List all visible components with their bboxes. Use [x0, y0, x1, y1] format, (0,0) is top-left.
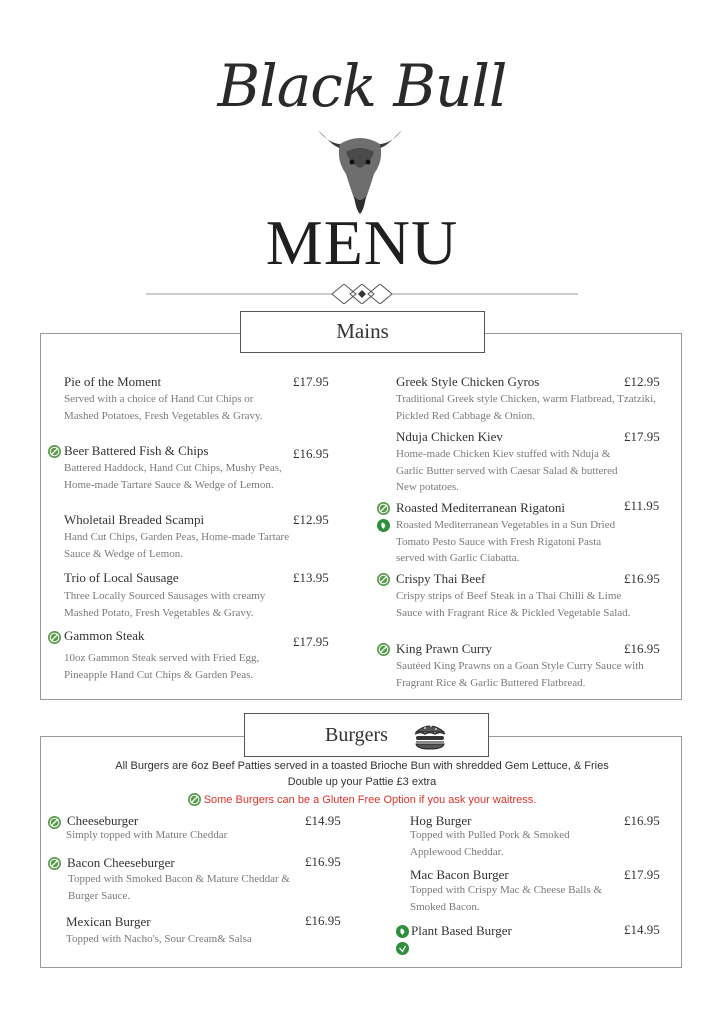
vegan-leaf-icon: [377, 519, 390, 532]
gluten-free-option-note: [40, 793, 684, 806]
item-desc: Topped with Smoked Bacon & Mature Cheddar & Burger Sauce.: [68, 873, 290, 902]
item-price: £16.95: [293, 446, 329, 461]
item-desc: Simply topped with Mature Cheddar: [66, 829, 228, 841]
burger-icon: [413, 720, 447, 750]
item-name: Hog Burger: [410, 813, 472, 828]
item-name: Crispy Thai Beef: [396, 571, 486, 586]
brand-logo-text: Black Bull: [217, 52, 507, 120]
item-desc: Battered Haddock, Hand Cut Chips, Mushy Peas, Home-made Tartare Sauce & Wedge of Lemon.: [64, 462, 282, 491]
burgers-double-up-note: Double up your Pattie £3 extra: [287, 776, 437, 788]
item-desc: Hand Cut Chips, Garden Peas, Home-made Tartare Sauce & Wedge of Lemon.: [64, 531, 290, 560]
ornament-divider: [146, 284, 578, 304]
item-price: £17.95: [293, 374, 329, 389]
vegan-badge-icon: [396, 942, 409, 955]
item-name: Cheeseburger: [67, 813, 139, 828]
item-name: Gammon Steak: [64, 628, 145, 643]
burgers-info-note: All Burgers are 6oz Beef Patties served in a toasted Brioche Bun with shredded Gem Lettuce, & Fries: [115, 760, 609, 772]
gluten-free-icon: [377, 502, 390, 515]
item-desc: Topped with Crispy Mac & Cheese Balls & Smoked Bacon.: [410, 884, 603, 913]
item-name: Roasted Mediterranean Rigatoni: [396, 500, 565, 515]
mains-heading: Mains: [240, 311, 485, 353]
item-desc: Three Locally Sourced Sausages with creamy Mashed Potato, Fresh Vegetables & Gravy.: [64, 590, 266, 619]
item-price: £16.95: [624, 641, 660, 656]
item-price: £14.95: [305, 813, 341, 828]
item-desc: Roasted Mediterranean Vegetables in a Sun Dried Tomato Pesto Sauce with Fresh Rigatoni Pasta served with Garlic Ciabatta.: [396, 519, 616, 564]
gluten-free-option-text: Some Burgers can be a Gluten Free Option if you ask your waitress.: [203, 794, 537, 806]
item-price: £16.95: [624, 571, 660, 586]
item-price: £13.95: [293, 570, 329, 585]
item-price: £12.95: [293, 512, 329, 527]
item-desc: Topped with Pulled Pork & Smoked Applewood Cheddar.: [410, 829, 570, 858]
item-desc: 10oz Gammon Steak served with Fried Egg, Pineapple Hand Cut Chips & Garden Peas.: [64, 652, 260, 681]
item-name: Greek Style Chicken Gyros: [396, 374, 540, 389]
item-name: Mexican Burger: [66, 914, 151, 929]
item-desc: Served with a choice of Hand Cut Chips or Mashed Potatoes, Fresh Vegetables & Gravy.: [64, 393, 263, 422]
item-price: £11.95: [624, 498, 660, 513]
item-desc: Crispy strips of Beef Steak in a Thai Chilli & Lime Sauce with Fragrant Rice & Pickled Vegetable Salad.: [396, 590, 631, 619]
gluten-free-icon: [48, 631, 61, 644]
vegan-leaf-icon: [396, 925, 409, 938]
item-price: £12.95: [624, 374, 660, 389]
item-desc: Topped with Nacho's, Sour Cream& Salsa: [66, 933, 252, 945]
item-price: £16.95: [624, 813, 660, 828]
item-price: £14.95: [624, 922, 660, 937]
item-price: £16.95: [305, 913, 341, 928]
item-name: Plant Based Burger: [411, 923, 512, 938]
item-desc: Home-made Chicken Kiev stuffed with Nduja & Garlic Butter served with Caesar Salad & buttered New potatoes.: [396, 448, 618, 493]
item-desc: Traditional Greek style Chicken, warm Flatbread, Tzatziki, Pickled Red Cabbage & Onion.: [396, 393, 656, 422]
item-desc: Sautéed King Prawns on a Goan Style Curry Sauce with Fragrant Rice & Garlic Buttered Flatbread.: [396, 660, 644, 689]
item-name: Nduja Chicken Kiev: [396, 429, 503, 444]
item-name: King Prawn Curry: [396, 641, 493, 656]
gluten-free-icon: [48, 445, 61, 458]
menu-title: MENU: [265, 207, 459, 278]
item-price: £16.95: [305, 854, 341, 869]
item-name: Wholetail Breaded Scampi: [64, 512, 205, 527]
item-name: Bacon Cheeseburger: [67, 855, 175, 870]
item-price: £17.95: [293, 634, 329, 649]
item-name: Beer Battered Fish & Chips: [64, 443, 209, 458]
item-price: £17.95: [624, 867, 660, 882]
item-name: Pie of the Moment: [64, 374, 162, 389]
item-price: £17.95: [624, 429, 660, 444]
burgers-heading: Burgers: [325, 724, 388, 746]
gluten-free-icon: [48, 816, 61, 829]
gluten-free-icon: [377, 643, 390, 656]
gluten-free-icon: [48, 857, 61, 870]
bull-head-icon: [310, 118, 410, 218]
item-name: Mac Bacon Burger: [410, 867, 509, 882]
burgers-heading-tab: [244, 713, 489, 757]
gluten-free-icon: [188, 793, 201, 806]
gluten-free-icon: [377, 573, 390, 586]
item-name: Trio of Local Sausage: [64, 570, 179, 585]
